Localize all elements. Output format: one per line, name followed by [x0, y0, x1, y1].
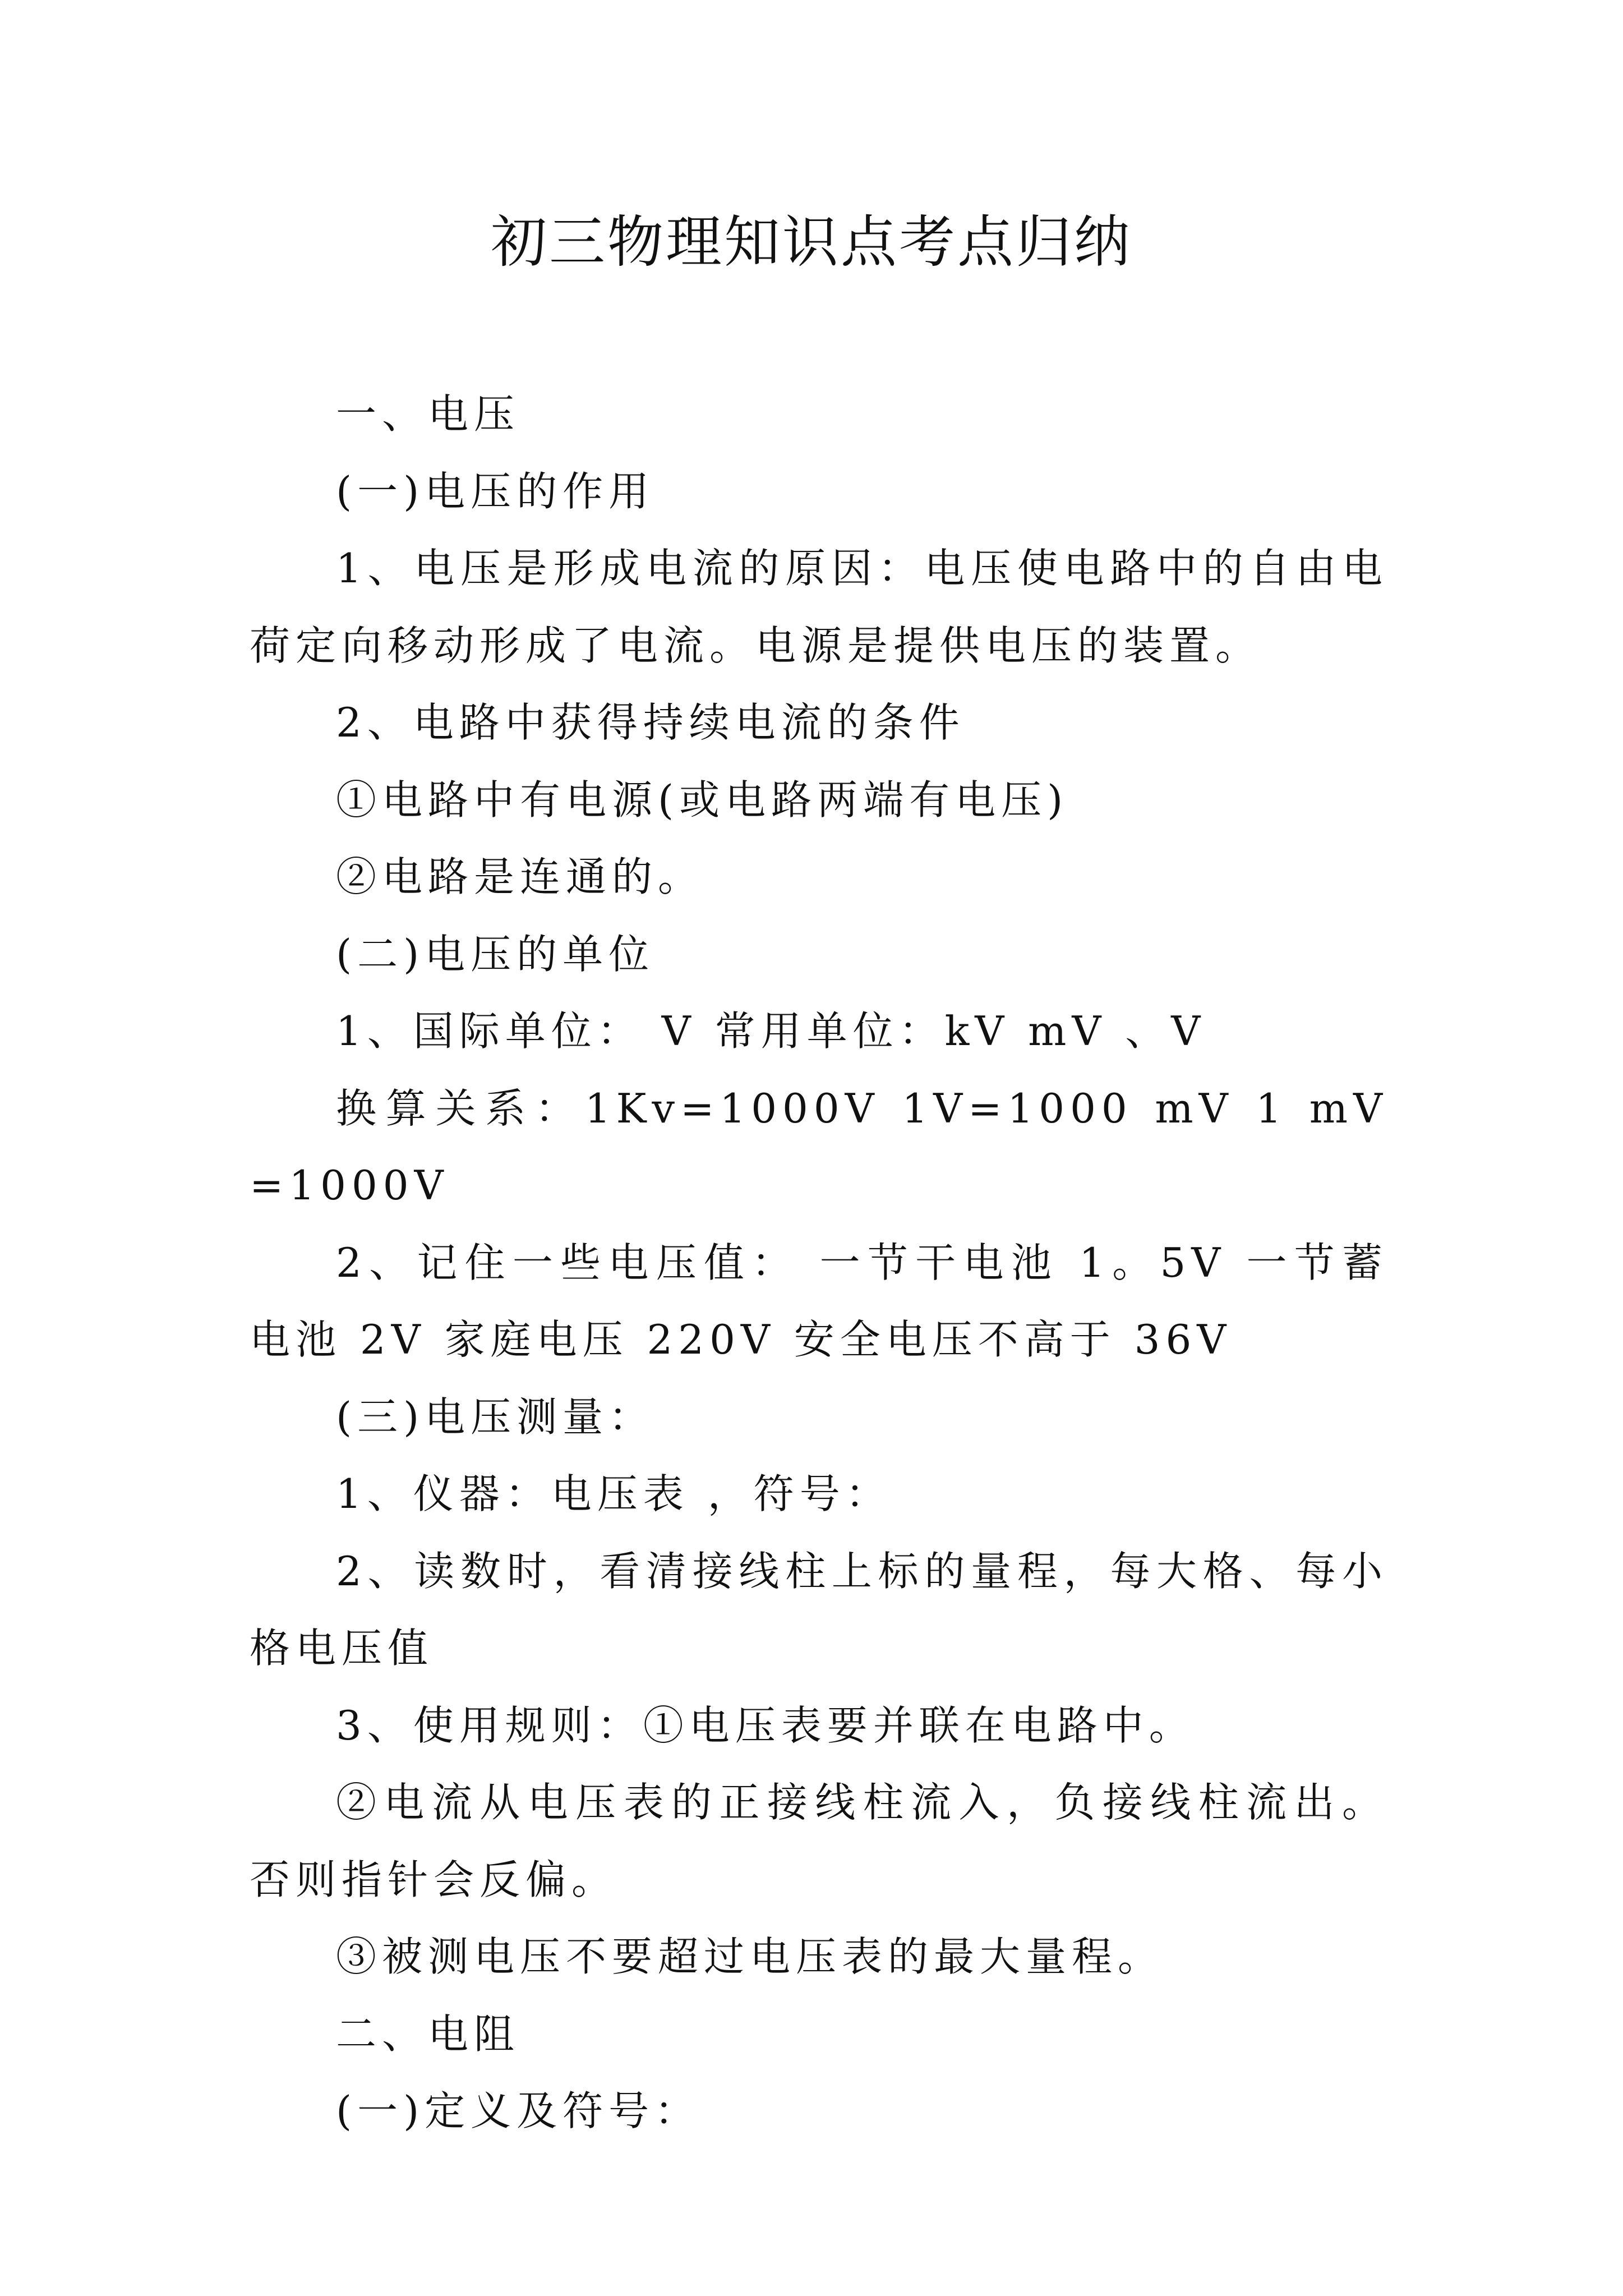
- document-title: 初三物理知识点考点归纳: [491, 209, 1132, 275]
- list-item-power-source: ①电路中有电源(或电路两端有电压): [336, 776, 1069, 823]
- paragraph-unit-conversion: 换算关系：1Kv=1000V 1V=1000 mV 1 mV=1000V: [250, 1084, 1388, 1209]
- document-body: [250, 376, 1388, 2150]
- section-heading-resistance: 二、电阻: [336, 2010, 520, 2058]
- paragraph-usage-rule-polarity: ②电流从电压表的正接线柱流入，负接线柱流出。否则指针会反偏。: [250, 1779, 1388, 1903]
- subsection-heading-definition-symbol: (一)定义及符号：: [336, 2087, 701, 2134]
- paragraph-usage-rule-range: ③被测电压不要超过电压表的最大量程。: [336, 1933, 1164, 1980]
- paragraph-continuous-current-condition: 2、电路中获得持续电流的条件: [336, 699, 965, 746]
- section-heading-voltage: 一、电压: [336, 390, 520, 438]
- list-item-closed-circuit: ②电路是连通的。: [336, 853, 704, 900]
- subsection-heading-voltage-role: (一)电压的作用: [336, 467, 655, 515]
- paragraph-reading: 2、读数时，看清接线柱上标的量程，每大格、每小格电压值: [250, 1547, 1388, 1672]
- subsection-heading-voltage-measurement: (三)电压测量：: [336, 1393, 655, 1441]
- paragraph-voltage-cause: 1、电压是形成电流的原因：电压使电路中的自由电荷定向移动形成了电流。电源是提供电压的装置。: [250, 545, 1388, 669]
- paragraph-usage-rule-parallel: 3、使用规则：①电压表要并联在电路中。: [336, 1701, 1195, 1749]
- paragraph-instrument: 1、仪器：电压表 ，符号：: [336, 1470, 892, 1517]
- paragraph-common-voltages: 2、记住一些电压值： 一节干电池 1。5V 一节蓄电池 2V 家庭电压 220V 安全电压不高于 36V: [250, 1239, 1388, 1363]
- subsection-heading-voltage-unit: (二)电压的单位: [336, 930, 655, 978]
- paragraph-si-unit: 1、国际单位： V 常用单位：kV mV 、V: [336, 1007, 1206, 1055]
